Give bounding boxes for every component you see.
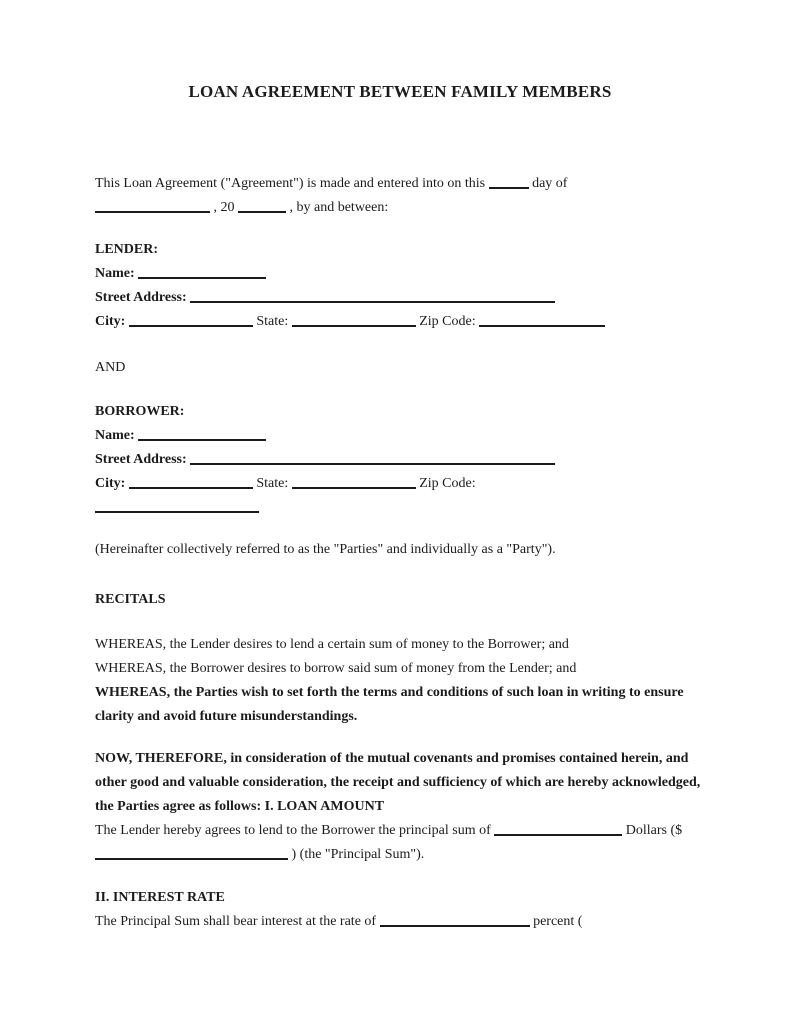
loan-amount-dollars-label: Dollars ($ [625,823,683,838]
lender-zip-label: Zip Code: [419,314,476,329]
lender-street-blank [190,288,555,303]
loan-amount-lead: The Lender hereby agrees to lend to the Borrower the principal sum of [95,823,491,838]
borrower-city-state-zip-row [95,472,705,496]
interest-rate-tail: percent ( [533,914,583,929]
lender-zip-blank [479,312,605,327]
intro-line2-tail: , by and between: [289,200,389,215]
borrower-zip-label: Zip Code: [419,476,476,491]
borrower-state-blank [292,474,416,489]
lender-street-label: Street Address: [95,290,187,305]
lender-city-blank [129,312,253,327]
whereas-lender-clause: WHEREAS, the Lender desires to lend a certain sum of money to the Borrower; and [95,637,569,652]
interest-rate-heading: II. INTEREST RATE [95,890,225,905]
and-conjunction: AND [95,360,126,375]
recitals-clauses [95,633,705,729]
lender-heading: LENDER: [95,242,159,257]
lender-state-label: State: [256,314,289,329]
lender-section [95,238,705,334]
borrower-zip-wrap-row [95,496,705,520]
borrower-zip-blank [95,498,259,513]
borrower-city-label: City: [95,476,126,491]
interest-rate-blank [380,912,530,927]
parties-note: (Hereinafter collectively referred to as the "Parties" and individually as a "Party"). [95,542,556,557]
principal-amount-numeric-blank [95,845,288,860]
loan-amount-close: ) (the "Principal Sum"). [291,847,425,862]
lender-name-blank [138,264,266,279]
borrower-section [95,400,705,520]
year-blank [238,198,286,213]
interest-rate-paragraph [95,910,705,934]
borrower-city-blank [129,474,253,489]
day-blank [489,174,529,189]
borrower-heading: BORROWER: [95,404,185,419]
whereas-parties-clause: WHEREAS, the Parties wish to set forth the terms and conditions of such loan in writing to ensure clarity and avoid future misunderstandings. [95,685,684,724]
month-blank [95,198,210,213]
recitals-heading: RECITALS [95,592,166,607]
borrower-name-row [95,424,705,448]
intro-line1-text: This Loan Agreement ("Agreement") is made and entered into on this [95,176,486,191]
borrower-street-row [95,448,705,472]
lender-city-label: City: [95,314,126,329]
borrower-street-blank [190,450,555,465]
document-title: LOAN AGREEMENT BETWEEN FAMILY MEMBERS [188,82,612,101]
borrower-street-label: Street Address: [95,452,187,467]
loan-amount-paragraph [95,819,705,867]
intro-line1-tail: day of [532,176,568,191]
lender-state-blank [292,312,416,327]
interest-rate-lead: The Principal Sum shall bear interest at the rate of [95,914,377,929]
principal-amount-words-blank [494,821,622,836]
borrower-name-label: Name: [95,428,135,443]
now-therefore-paragraph: NOW, THEREFORE, in consideration of the mutual covenants and promises contained herein, and other good and valuable consideration, the receipt and sufficiency of which are hereby acknowledged, the Parties agree as follows: I. LOAN AMOUNT [95,751,701,814]
borrower-state-label: State: [256,476,289,491]
lender-city-state-zip-row [95,310,705,334]
intro-paragraph [95,172,705,220]
intro-line2-mid: , 20 [213,200,235,215]
whereas-borrower-clause: WHEREAS, the Borrower desires to borrow said sum of money from the Lender; and [95,661,577,676]
lender-name-label: Name: [95,266,135,281]
lender-name-row [95,262,705,286]
borrower-name-blank [138,426,266,441]
lender-street-row [95,286,705,310]
